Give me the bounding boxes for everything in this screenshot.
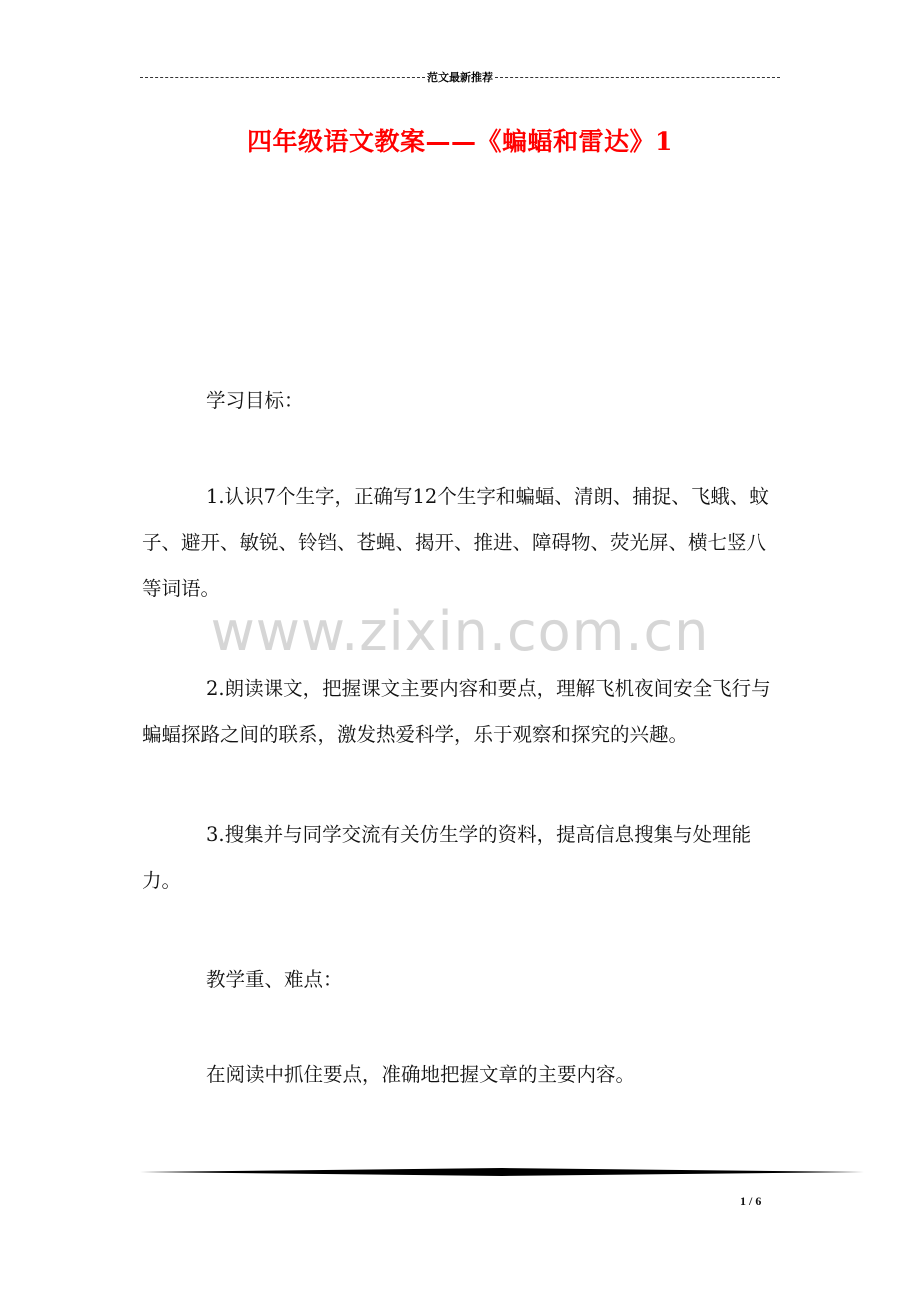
goal-paragraph-2: 2.朗读课文，把握课文主要内容和要点，理解飞机夜间安全飞行与蝙蝠探路之间的联系，激发热爱科学，乐于观察和探究的兴趣。 [142,677,771,746]
header-dashes-right [495,77,780,78]
watermark: www.zixin.com.cn [210,600,710,663]
header-text: 范文最新推荐 [427,71,493,84]
document-title: 四年级语文教案——《蝙蝠和雷达》1 [247,127,673,156]
key-points-heading: 教学重、难点： [206,968,343,991]
goals-heading: 学习目标： [206,389,304,412]
header-dashes-left [140,77,425,78]
key-points-text: 在阅读中抓住要点，准确地把握文章的主要内容。 [206,1063,636,1086]
footer-rule [140,1166,864,1178]
goal-paragraph-1: 1.认识7个生字，正确写12个生字和蝙蝠、清朗、捕捉、飞蛾、蚊子、避开、敏锐、铃铛、苍蝇、揭开、推进、障碍物、荧光屏、横七竖八等词语。 [142,485,769,600]
page-header [140,70,780,84]
page-number: 1 / 6 [740,1194,762,1208]
goal-paragraph-3: 3.搜集并与同学交流有关仿生学的资料，提高信息搜集与处理能力。 [142,823,752,892]
